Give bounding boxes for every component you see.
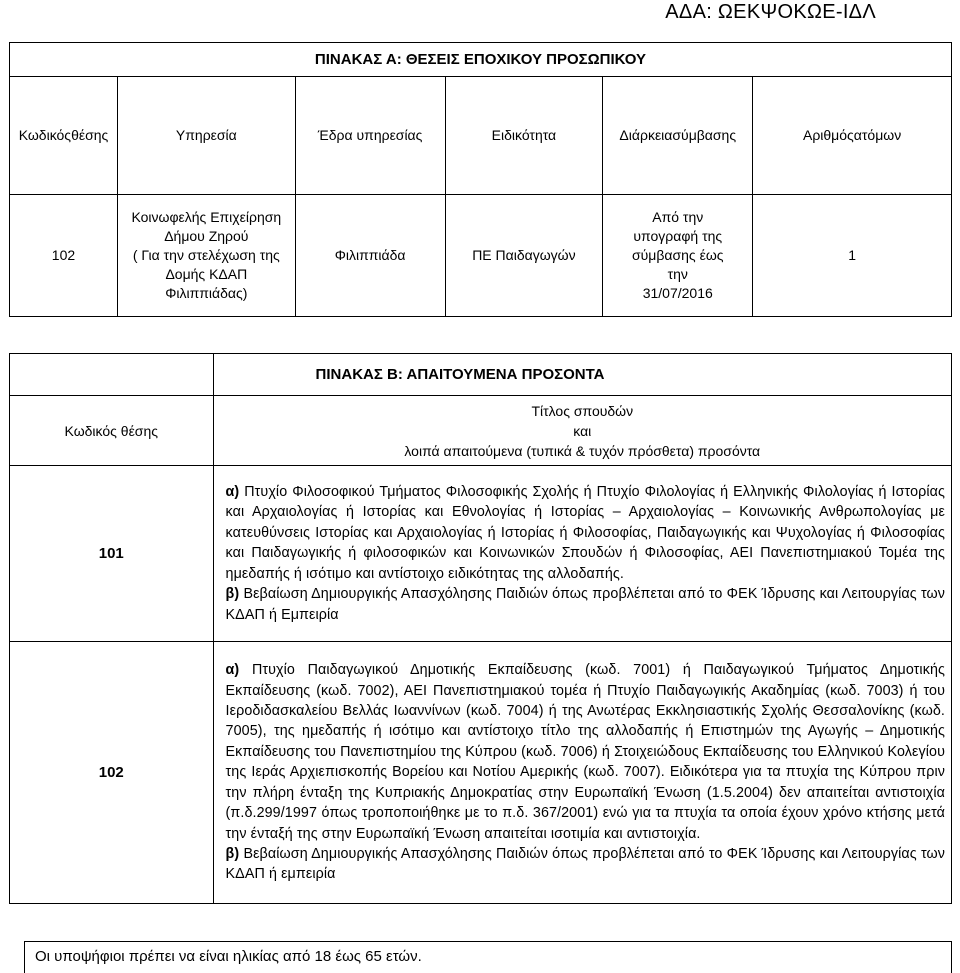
- row-duration: Από την υπογραφή της σύμβασης έως την 31/07/2016: [603, 195, 753, 317]
- row-seat: Φιλιππιάδα: [295, 195, 445, 317]
- header-service: Υπηρεσία: [117, 77, 295, 195]
- header-count: Αριθμόςατόμων: [753, 77, 952, 195]
- header-seat: Έδρα υπηρεσίας: [295, 77, 445, 195]
- row-service: Κοινωφελής Επιχείρηση Δήμου Ζηρού ( Για την στελέχωση της Δομής ΚΔΑΠ Φιλιππιάδας): [117, 195, 295, 317]
- table-a-title: ΠΙΝΑΚΑΣ Α: ΘΕΣΕΙΣ ΕΠΟΧΙΚΟΥ ΠΡΟΣΩΠΙΚΟΥ: [10, 43, 952, 77]
- header-titles: Τίτλος σπουδών και λοιπά απαιτούμενα (τυπικά & τυχόν πρόσθετα) προσόντα: [213, 396, 951, 466]
- table-row: [10, 195, 952, 317]
- table-row: [10, 466, 952, 642]
- table-a: [9, 42, 952, 317]
- row-qualifications: α) Πτυχίο Φιλοσοφικού Τμήματος Φιλοσοφικής Σχολής ή Πτυχίο Φιλολογίας ή Ελληνικής Φιλολογίας ή Ιστορίας και Αρχαιολογίας ή Ιστορίας και Εθνολογίας ή Ιστορίας – Αρχαιολογίας – Κοινωνικής Ανθρωπολογίας με κατευθύνσεις Ιστορίας και Αρχαιολογίας ή Ιστορίας ή Φιλοσοφίας, Παιδαγωγικής και Ψυχολογίας ή Φιλοσοφίας και Παιδαγωγικής ή φιλοσοφικών και Κοινωνικών Σπουδών ή Φιλοσοφίας, ΑΕΙ Πανεπιστημιακού Τομέα της ημεδαπής ή ισότιμο και αντίστοιχο ειδικότητας της αλλοδαπής. β) Βεβαίωση Δημιουργικής Απασχόλησης Παιδιών όπως προβλέπεται από το ΦΕΚ Ίδρυσης και Λειτουργίας των ΚΔΑΠ ή Εμπειρία: [213, 466, 951, 642]
- row-specialty: ΠΕ Παιδαγωγών: [445, 195, 603, 317]
- header-code: Κωδικόςθέσης: [10, 77, 118, 195]
- header-specialty: Ειδικότητα: [445, 77, 603, 195]
- header-code-b: Κωδικός θέσης: [10, 396, 214, 466]
- row-code: 102: [10, 195, 118, 317]
- row-code: 102: [10, 642, 214, 904]
- row-count: 1: [753, 195, 952, 317]
- table-row: [10, 642, 952, 904]
- header-duration: Διάρκειασύμβασης: [603, 77, 753, 195]
- table-b: [9, 353, 952, 904]
- ada-code: ΑΔΑ: ΩΕΚΨΟΚΩΕ-ΙΔΛ: [665, 1, 876, 23]
- row-code: 101: [10, 466, 214, 642]
- table-b-title: ΠΙΝΑΚΑΣ Β: ΑΠΑΙΤΟΥΜΕΝΑ ΠΡΟΣΟΝΤΑ: [213, 354, 951, 396]
- row-qualifications: α) Πτυχίο Παιδαγωγικού Δημοτικής Εκπαίδευσης (κωδ. 7001) ή Παιδαγωγικού Τμήματος Δημοτικής Εκπαίδευσης (κωδ. 7002), ΑΕΙ Πανεπιστημιακού τομέα ή Πτυχίο Παιδαγωγικής Ακαδημίας (κωδ. 7003) ή του Ιεροδιδασκαλείου Βελλάς Ιωαννίνων (κωδ. 7004) ή της Ανωτέρας Εκκλησιαστικής Σχολής Θεσσαλονίκης (κωδ. 7005), της ημεδαπής ή ισότιμο και αντίστοιχο τίτλο της αλλοδαπής ή Επιστημών της Αγωγής – Δημοτικής Εκπαίδευσης του Πανεπιστημίου της Κύπρου (κωδ. 7006) ή Στοιχειώδους Εκπαίδευσης του Ελληνικού Κολεγίου της Ιεράς Αρχιεπισκοπής Βορείου και Νοτίου Αμερικής (κωδ. 7007). Ειδικότερα για τα πτυχία της Κύπρου πριν την πλήρη ένταξη της Κυπριακής Δημοκρατίας στην Ευρωπαϊκή Ένωση (1.5.2004) δεν απαιτείται αντιστοιχία (π.δ.299/1997 όπως τροποποιήθηκε με το π.δ. 367/2001) ενώ για τα πτυχία τα οποία έχουν χρόνο κτήσης μετά την ένταξή της στην Ευρωπαϊκή Ένωση απαιτείται ισοτιμία και αντιστοιχία. β) Βεβαίωση Δημιουργικής Απασχόλησης Παιδιών όπως προβλέπεται από το ΦΕΚ Ίδρυσης και Λειτουργίας των ΚΔΑΠ ή εμπειρία: [213, 642, 951, 904]
- age-note: Οι υποψήφιοι πρέπει να είναι ηλικίας από 18 έως 65 ετών.: [24, 941, 952, 973]
